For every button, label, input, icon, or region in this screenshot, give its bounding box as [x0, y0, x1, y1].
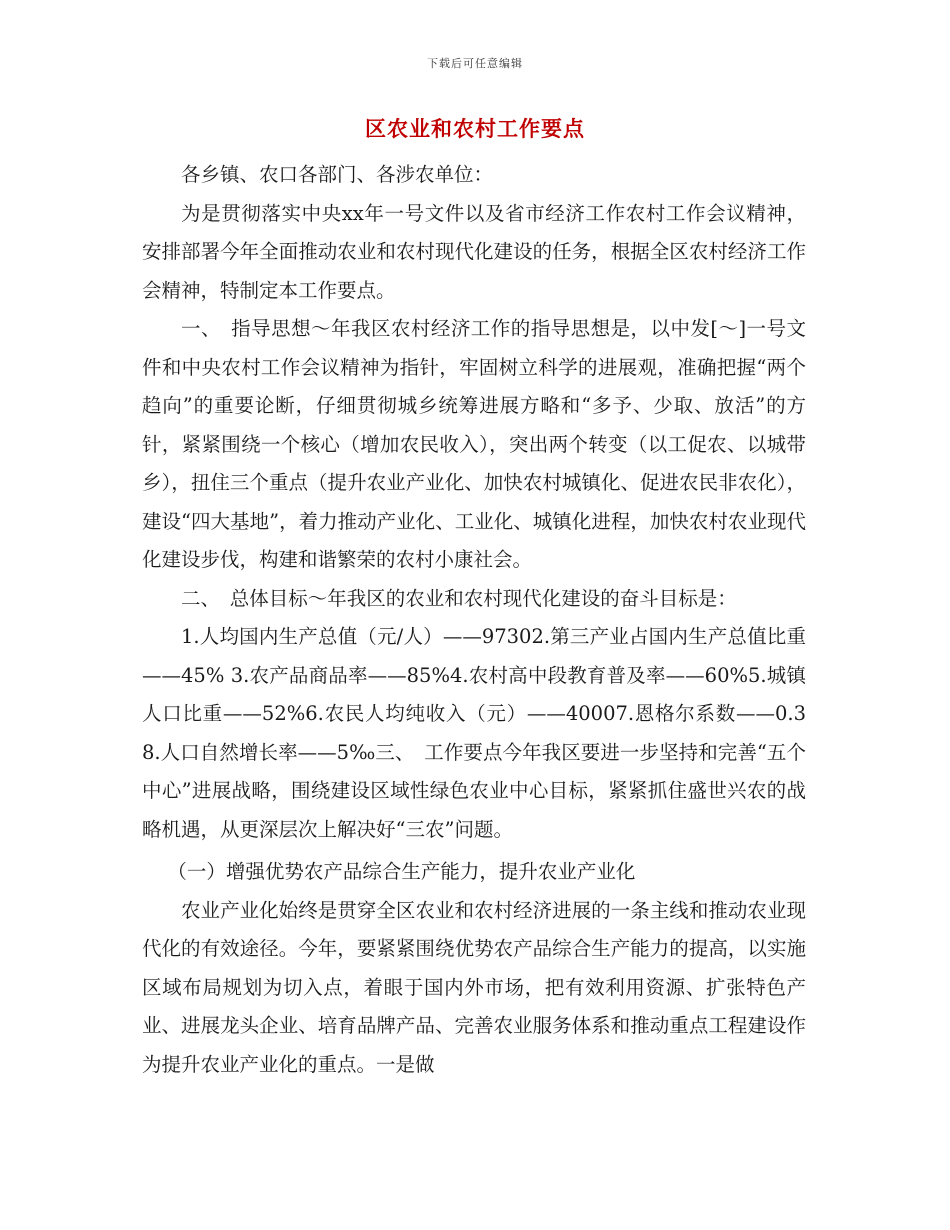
document-body: [142, 156, 806, 1084]
section-subheading: （一）增强优势农产品综合生产能力，提升农业产业化: [167, 860, 636, 883]
paragraph-overall-goal: 二、 总体目标～年我区的农业和农村现代化建设的奋斗目标是：: [181, 586, 737, 610]
paragraph-intro: 为是贯彻落实中央xx年一号文件以及省市经济工作农村工作会议精神，安排部署今年全面推动农业和农村现代化建设的任务，根据全区农村经济工作会精神，特制定本工作要点。: [142, 201, 806, 302]
page-header-note: 下载后可任意编辑: [427, 57, 523, 70]
document-title: 区农业和农村工作要点: [365, 116, 585, 141]
paragraph-targets: 1.人均国内生产总值（元/人）——97302.第三产业占国内生产总值比重——45% 3.农产品商品率——85%4.农村高中段教育普及率——60%5.城镇人口比重——52%6.农民人均纯收入（元）——40007.恩格尔系数——0.3 8.人口自然增长率——5‰三、 工作要点今年我区要进一步坚持和完善“五个中心”进展战略，围绕建设区域性绿色农业中心目标，紧紧抓住盛世兴农的战略机遇，从更深层次上解决好“三农”问题。: [142, 625, 806, 841]
greeting-line: 各乡镇、农口各部门、各涉农单位：: [181, 163, 494, 186]
paragraph-industrialization: 农业产业化始终是贯穿全区农业和农村经济进展的一条主线和推动农业现代化的有效途径。今年，要紧紧围绕优势农产品综合生产能力的提高，以实施区域布局规划为切入点，着眼于国内外市场，把有效利用资源、扩张特色产业、进展龙头企业、培育品牌产品、完善农业服务体系和推动重点工程建设作为提升农业产业化的重点。一是做: [142, 898, 806, 1076]
paragraph-guiding-thought: 一、 指导思想～年我区农村经济工作的指导思想是，以中发[～]一号文件和中央农村工作会议精神为指针，牢固树立科学的进展观，准确把握“两个趋向”的重要论断，仔细贯彻城乡统筹进展方略和“多予、少取、放活”的方针，紧紧围绕一个核心（增加农民收入），突出两个转变（以工促农、以城带乡），扭住三个重点（提升农业产业化、加快农村城镇化、促进农民非农化），建设“四大基地”，着力推动产业化、工业化、城镇化进程，加快农村农业现代化建设步伐，构建和谐繁荣的农村小康社会。: [142, 317, 806, 571]
